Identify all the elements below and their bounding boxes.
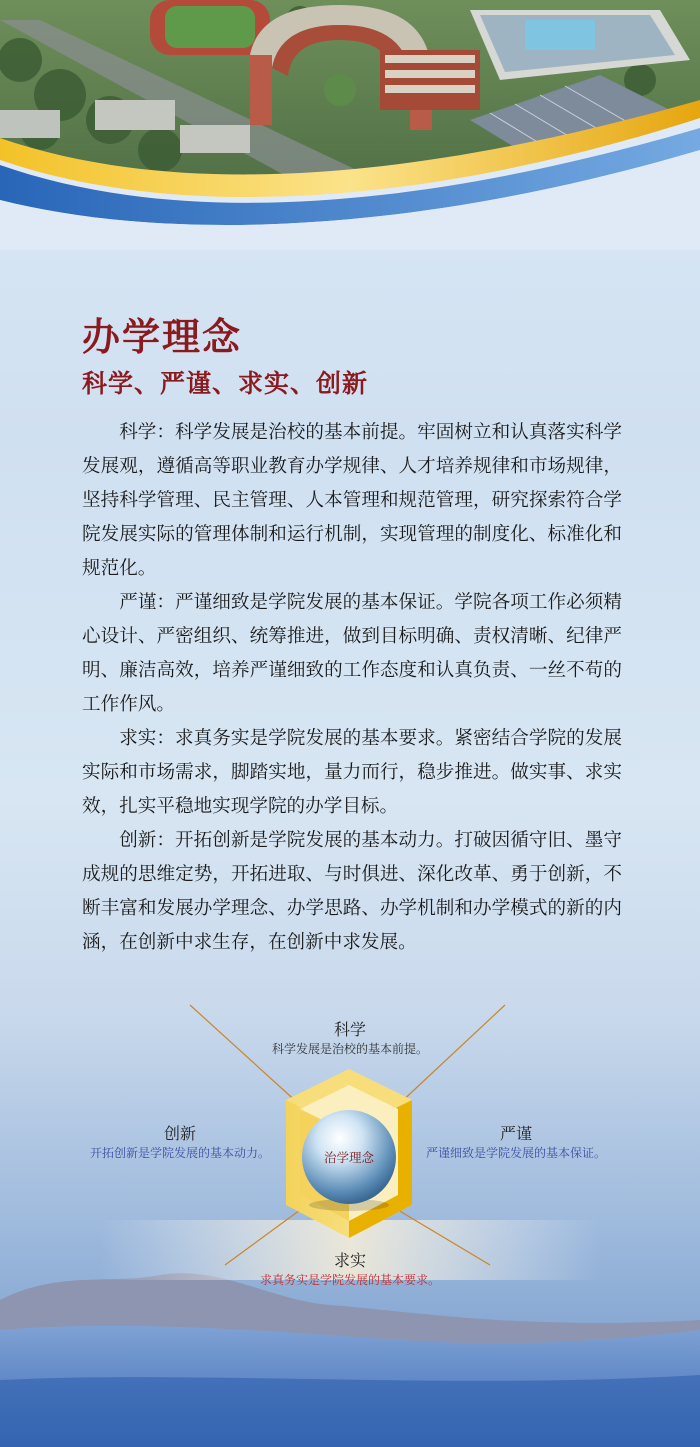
node-science-desc: 科学发展是治校的基本前提。 <box>271 1042 428 1056</box>
node-pragmatism <box>0 1248 700 1288</box>
body-text <box>82 416 622 960</box>
page-title: 办学理念 <box>82 315 243 359</box>
paragraph-science: 科学：科学发展是治校的基本前提。牢固树立和认真落实科学发展观，遵循高等职业教育办学规律、人才培养规律和市场规律，坚持科学管理、民主管理、人本管理和规范管理，研究探索符合学院发展实际的管理体制和运行机制，实现管理的制度化、标准化和规范化。 <box>82 422 622 579</box>
node-rigor-title: 严谨 <box>499 1124 532 1143</box>
node-innovation-desc: 开拓创新是学院发展的基本动力。 <box>89 1146 270 1160</box>
node-pragmatism-desc: 求真务实是学院发展的基本要求。 <box>259 1273 440 1287</box>
campus-banner-image <box>0 0 700 250</box>
node-science <box>0 1017 700 1057</box>
paragraph-innovation: 创新：开拓创新是学院发展的基本动力。打破因循守旧、墨守成规的思维定势，开拓进取、与时俱进、深化改革、勇于创新，不断丰富和发展办学理念、办学思路、办学机制和办学模式的新的内涵，在创新中求生存，在创新中求发展。 <box>82 830 622 953</box>
page-subtitle: 科学、严谨、求实、创新 <box>82 369 369 398</box>
node-rigor-desc: 严谨细致是学院发展的基本保证。 <box>425 1146 606 1160</box>
paragraph-rigor: 严谨：严谨细致是学院发展的基本保证。学院各项工作必须精心设计、严密组织、统筹推进，做到目标明确、责权清晰、纪律严明、廉洁高效，培养严谨细致的工作态度和认真负责、一丝不苟的工作作风。 <box>82 592 622 715</box>
node-innovation-title: 创新 <box>163 1124 196 1143</box>
node-rigor <box>398 1121 634 1161</box>
node-science-title: 科学 <box>333 1020 366 1039</box>
concept-diagram <box>0 995 700 1295</box>
node-pragmatism-title: 求实 <box>333 1251 366 1270</box>
paragraph-pragmatism: 求实：求真务实是学院发展的基本要求。紧密结合学院的发展实际和市场需求，脚踏实地，量力而行，稳步推进。做实事、求实效，扎实平稳地实现学院的办学目标。 <box>82 728 622 817</box>
node-innovation <box>64 1121 296 1161</box>
center-label: 治学理念 <box>323 1150 375 1165</box>
